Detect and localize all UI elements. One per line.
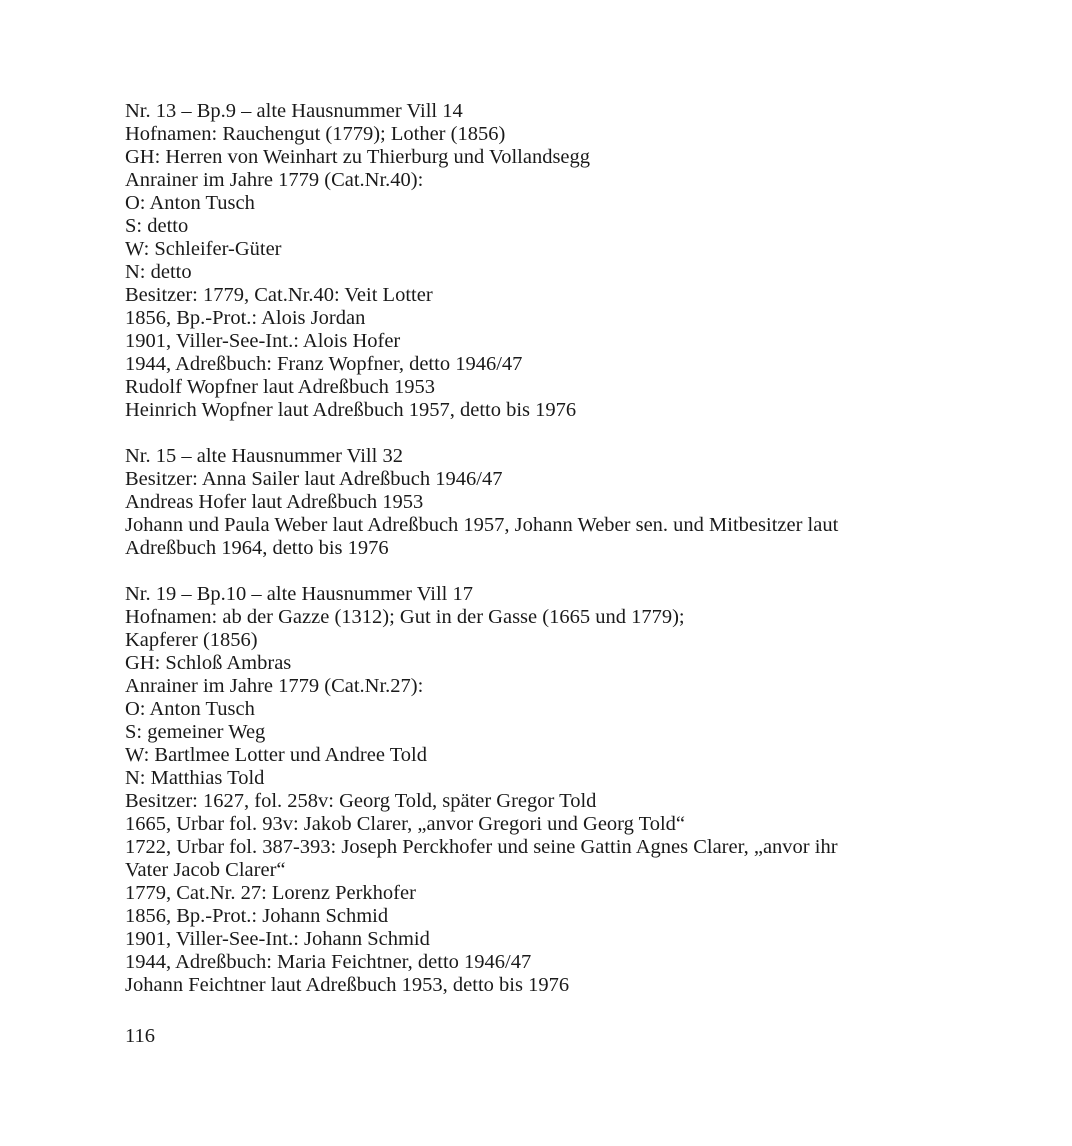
entry-line: 1722, Urbar fol. 387-393: Joseph Perckhofer und seine Gattin Agnes Clarer, „anvor ihr bbox=[125, 836, 838, 858]
entry-line: 1856, Bp.-Prot.: Johann Schmid bbox=[125, 905, 389, 927]
document-body bbox=[125, 100, 965, 1020]
entry-line: S: detto bbox=[125, 215, 189, 237]
entry-line: N: Matthias Told bbox=[125, 767, 265, 789]
entry-line: Nr. 15 – alte Hausnummer Vill 32 bbox=[125, 445, 403, 467]
entry-line: 1856, Bp.-Prot.: Alois Jordan bbox=[125, 307, 366, 329]
entry-line: GH: Schloß Ambras bbox=[125, 652, 292, 674]
entry-line: N: detto bbox=[125, 261, 192, 283]
entry-line: 1901, Viller-See-Int.: Alois Hofer bbox=[125, 330, 401, 352]
entry-line: 1944, Adreßbuch: Maria Feichtner, detto 1946/47 bbox=[125, 951, 532, 973]
entry-line: Vater Jacob Clarer“ bbox=[125, 859, 286, 881]
entry-nr-15 bbox=[125, 445, 965, 560]
entry-line: O: Anton Tusch bbox=[125, 192, 255, 214]
entry-line: 1901, Viller-See-Int.: Johann Schmid bbox=[125, 928, 430, 950]
entry-line: Johann und Paula Weber laut Adreßbuch 1957, Johann Weber sen. und Mitbesitzer laut bbox=[125, 514, 839, 536]
entry-line: Kapferer (1856) bbox=[125, 629, 258, 651]
entry-line: W: Schleifer-Güter bbox=[125, 238, 282, 260]
entry-nr-19 bbox=[125, 583, 965, 997]
entry-line: Johann Feichtner laut Adreßbuch 1953, detto bis 1976 bbox=[125, 974, 570, 996]
entry-line: Adreßbuch 1964, detto bis 1976 bbox=[125, 537, 389, 559]
entry-nr-13 bbox=[125, 100, 965, 422]
entry-line: S: gemeiner Weg bbox=[125, 721, 266, 743]
page-number: 116 bbox=[125, 1025, 155, 1047]
entry-line: Hofnamen: Rauchengut (1779); Lother (1856) bbox=[125, 123, 506, 145]
entry-line: Rudolf Wopfner laut Adreßbuch 1953 bbox=[125, 376, 435, 398]
entry-line: Heinrich Wopfner laut Adreßbuch 1957, detto bis 1976 bbox=[125, 399, 577, 421]
entry-line: Andreas Hofer laut Adreßbuch 1953 bbox=[125, 491, 424, 513]
entry-line: 1665, Urbar fol. 93v: Jakob Clarer, „anvor Gregori und Georg Told“ bbox=[125, 813, 686, 835]
entry-line: 1779, Cat.Nr. 27: Lorenz Perkhofer bbox=[125, 882, 416, 904]
entry-line: Besitzer: 1627, fol. 258v: Georg Told, später Gregor Told bbox=[125, 790, 597, 812]
entry-line: Besitzer: 1779, Cat.Nr.40: Veit Lotter bbox=[125, 284, 433, 306]
entry-line: Hofnamen: ab der Gazze (1312); Gut in der Gasse (1665 und 1779); bbox=[125, 606, 685, 628]
entry-line: Anrainer im Jahre 1779 (Cat.Nr.40): bbox=[125, 169, 424, 191]
entry-line: GH: Herren von Weinhart zu Thierburg und Vollandsegg bbox=[125, 146, 591, 168]
entry-line: W: Bartlmee Lotter und Andree Told bbox=[125, 744, 427, 766]
entry-line: Besitzer: Anna Sailer laut Adreßbuch 1946/47 bbox=[125, 468, 503, 490]
entry-line: Anrainer im Jahre 1779 (Cat.Nr.27): bbox=[125, 675, 424, 697]
entry-line: 1944, Adreßbuch: Franz Wopfner, detto 1946/47 bbox=[125, 353, 523, 375]
entry-line: Nr. 19 – Bp.10 – alte Hausnummer Vill 17 bbox=[125, 583, 473, 605]
entry-line: O: Anton Tusch bbox=[125, 698, 255, 720]
entry-line: Nr. 13 – Bp.9 – alte Hausnummer Vill 14 bbox=[125, 100, 463, 122]
